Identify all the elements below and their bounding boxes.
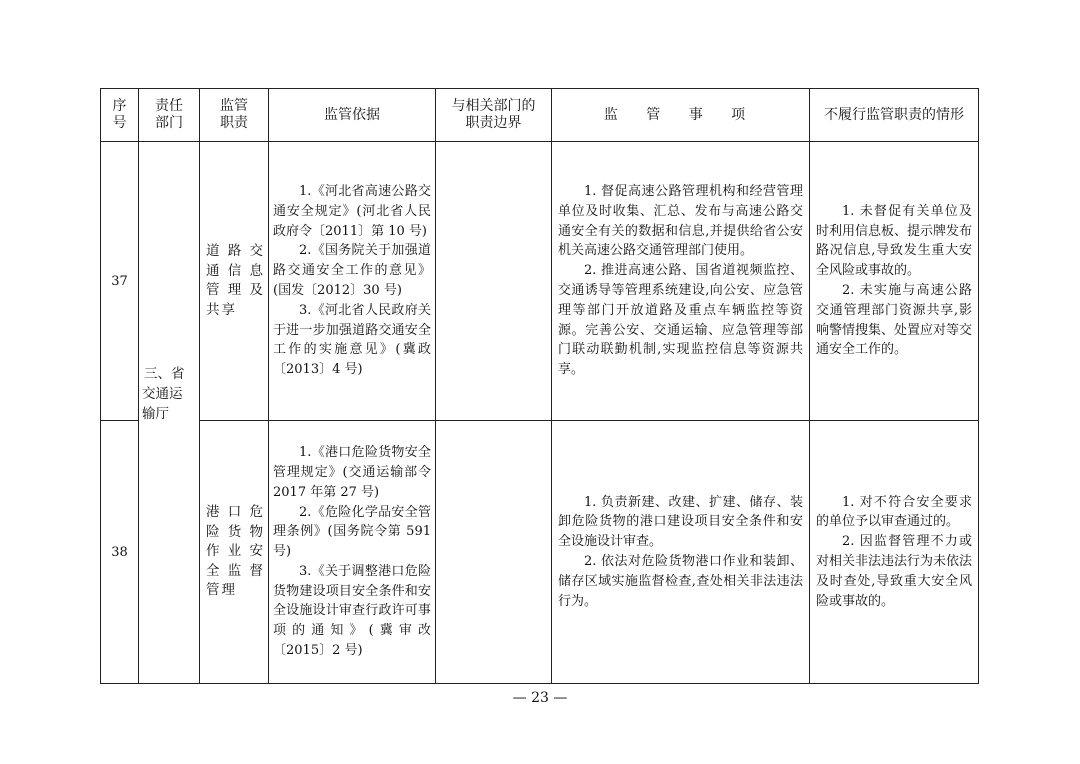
responsibility-cell: 港口危险货物作业安全监督管理 [200,421,269,684]
failure-paragraph: 1. 未督促有关单位及时利用信息板、提示牌发布路况信息,导致发生重大安全风险或事故的。 [816,203,973,279]
items-cell [552,142,810,421]
header-boundary [436,89,552,142]
header-dept [139,89,200,142]
table-row [101,142,979,421]
failure-paragraph: 2. 未实施与高速公路交通管理部门资源共享,影响警情搜集、处置应对等交通安全工作的。 [816,283,973,358]
item-paragraph: 1. 督促高速公路管理机构和经营管理单位及时收集、汇总、发布与高速公路交通安全有关的数据和信息,并提供给省公安机关高速公路交通管理部门使用。 [558,184,803,259]
header-boundary-line1: 与相关部门的 [451,98,536,114]
header-resp [200,89,269,142]
dept-cell [139,142,200,684]
basis-item: 3.《关于调整港口危险货物建设项目安全条件和安全设施设计审查行政许可事项的通知》(冀审改〔2015〕2 号) [273,563,431,659]
basis-item: 1.《河北省高速公路交通安全规定》(河北省人民政府令〔2011〕第 10 号) [273,184,431,239]
failure-cell [810,142,979,421]
basis-cell [269,421,436,684]
failure-paragraph: 2. 因监督管理不力或对相关非法违法行为未依法及时查处,导致重大安全风险或事故的。 [816,534,973,609]
failure-cell [810,421,979,684]
header-seq [101,89,139,142]
page-number: — 23 — [512,690,568,706]
dept-text [139,159,199,667]
header-fail: 不履行监管职责的情形 [810,89,979,142]
basis-item: 2.《国务院关于加强道路交通安全工作的意见》(国发〔2012〕30 号) [273,243,431,298]
header-row [101,89,979,142]
dept-line2: 交通运 [142,385,183,402]
header-resp-line2: 职责 [220,115,248,131]
item-paragraph: 1. 负责新建、改建、扩建、储存、装卸危险货物的港口建设项目安全条件和安全设施设计审查。 [558,494,803,550]
duty-table-sheet [100,88,978,684]
basis-item: 3.《河北省人民政府关于进一步加强道路交通安全工作的实施意见》(冀政〔2013〕4 号) [273,302,431,378]
dept-line1: 三、省 [144,365,185,382]
basis-cell [269,142,436,421]
boundary-cell [436,421,552,684]
basis-item: 1.《港口危险货物安全管理规定》(交通运输部令 2017 年第 27 号) [273,445,431,500]
header-seq-line2: 号 [112,115,127,131]
header-boundary-line2: 职责边界 [465,115,522,131]
responsibility-cell: 道路交通信息管理及共享 [200,142,269,421]
header-basis: 监管依据 [269,89,436,142]
duty-table [100,88,979,684]
dept-line3: 输厅 [142,405,169,422]
header-items [552,89,810,142]
header-items-label: 监 管 事 项 [603,106,758,123]
item-paragraph: 2. 推进高速公路、国省道视频监控、交通诱导等管理系统建设,向公安、应急管理等部门开放道路及重点车辆监控等资源。完善公安、交通运输、应急管理等部门联动联勤机制,实现监控信息等资源共享。 [558,263,803,378]
boundary-cell [436,142,552,421]
row-number: 38 [101,421,139,684]
items-cell [552,421,810,684]
row-number: 37 [101,142,139,421]
item-paragraph: 2. 依法对危险货物港口作业和装卸、储存区域实施监督检查,查处相关非法违法行为。 [558,554,803,609]
table-row [101,421,979,684]
header-dept-line1: 责任 [155,98,183,114]
header-dept-line2: 部门 [155,115,183,131]
failure-paragraph: 1. 对不符合安全要求的单位予以审查通过的。 [816,494,972,530]
basis-item: 2.《危险化学品安全管理条例》(国务院令第 591 号) [273,504,431,560]
header-seq-line1: 序 [112,98,127,114]
header-resp-line1: 监管 [220,98,248,114]
